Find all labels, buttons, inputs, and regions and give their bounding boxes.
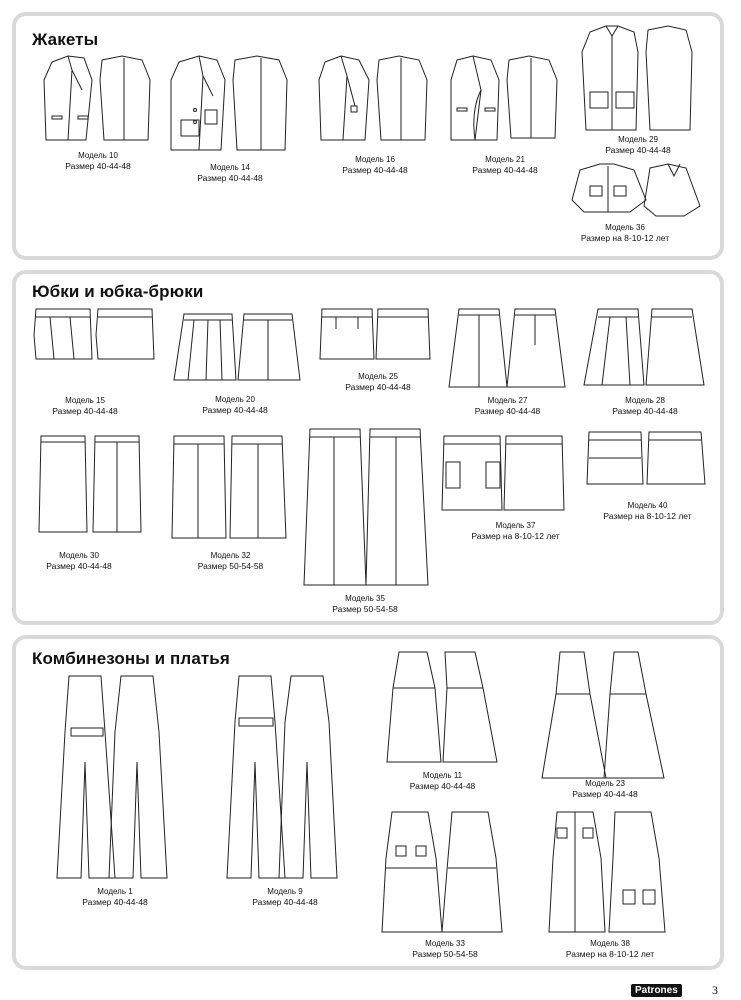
section-title: Комбинезоны и платья [32,649,230,668]
size-label: Размер на 8-10-12 лет [471,531,560,541]
section-title: Жакеты [32,30,99,49]
size-label: Размер 40-44-48 [612,406,678,416]
kids-shirt-dress-icon [545,808,675,936]
jacket-icon [165,50,295,155]
size-label: Размер 40-44-48 [474,406,541,416]
model-label: Модель 23 [585,779,625,788]
shirt-dress-icon [380,808,510,936]
model-label: Модель 14 [210,163,250,172]
size-label: Размер на 8-10-12 лет [603,511,692,521]
jacket-icon [38,50,158,145]
model-card[interactable] [545,808,675,963]
model-card[interactable] [385,648,500,798]
kids-jacket-icon [550,160,720,220]
jacket-icon [315,50,435,145]
model-label: Модель 38 [590,939,630,948]
model-card[interactable] [318,305,438,395]
model-label: Модель 35 [345,594,385,603]
page-number: 3 [712,983,718,997]
model-label: Модель 25 [358,372,398,381]
jumpsuit-icon [55,672,175,882]
tunic-dress-icon [385,648,500,766]
pencil-skirt-icon [35,432,150,537]
model-card[interactable] [438,432,568,542]
aline-skirt-icon [445,305,570,390]
coat-icon [578,22,698,132]
model-card[interactable] [380,808,510,963]
size-label: Размер 40-44-48 [342,165,408,175]
model-card[interactable] [38,50,158,175]
size-label: Размер 40-44-48 [605,145,671,155]
long-skirt-trousers-icon [300,425,435,590]
size-label: Размер 50-54-58 [332,604,398,614]
model-card[interactable] [55,672,175,912]
model-card[interactable] [35,432,150,572]
jacket-icon [445,50,565,145]
model-label: Модель 21 [485,155,525,164]
size-label: Размер на 8-10-12 лет [565,949,655,959]
model-label: Модель 29 [618,135,658,144]
model-card[interactable] [225,672,345,912]
jumpsuit-icon [225,672,345,882]
size-label: Размер 50-54-58 [412,949,478,959]
size-label: Размер 40-44-48 [572,789,638,799]
size-label: Размер 40-44-48 [52,406,118,416]
brand-logo: Patrones [631,984,682,997]
shorts-skirt-icon [585,428,710,488]
model-card[interactable] [168,432,293,572]
model-card[interactable] [550,160,720,248]
model-label: Модель 16 [355,155,395,164]
short-skirt-icon [318,305,438,365]
gathered-skirt-icon [580,305,710,390]
model-card[interactable] [300,425,435,615]
culottes-icon [168,432,293,542]
size-label: Размер на 8-10-12 лет [580,233,670,243]
model-label: Модель 36 [605,223,645,232]
model-card[interactable] [578,22,698,157]
short-skirt-icon [30,305,160,365]
model-card[interactable] [165,50,295,185]
size-label: Размер 40-44-48 [409,781,476,791]
size-label: Размер 40-44-48 [202,405,268,415]
model-card[interactable] [580,305,710,420]
model-label: Модель 9 [267,887,303,896]
model-label: Модель 15 [65,396,105,405]
model-label: Модель 33 [425,939,465,948]
model-card[interactable] [445,50,565,175]
model-card[interactable] [445,305,570,420]
model-label: Модель 20 [215,395,255,404]
model-label: Модель 32 [210,551,251,560]
size-label: Размер 50-54-58 [197,561,264,571]
model-label: Модель 30 [59,551,99,560]
model-card[interactable] [585,428,710,528]
model-label: Модель 11 [422,771,463,780]
flared-dress-icon [540,648,670,783]
size-label: Размер 40-44-48 [65,161,131,171]
size-label: Размер 40-44-48 [82,897,148,907]
model-label: Модель 10 [78,151,118,160]
model-label: Модель 27 [487,396,528,405]
size-label: Размер 40-44-48 [46,561,112,571]
size-label: Размер 40-44-48 [472,165,538,175]
section-title: Юбки и юбка-брюки [32,282,204,301]
model-card[interactable] [540,648,670,808]
cargo-skirt-icon [438,432,568,512]
size-label: Размер 40-44-48 [252,897,318,907]
model-label: Модель 37 [495,521,536,530]
size-label: Размер 40-44-48 [197,173,263,183]
model-label: Модель 1 [97,887,133,896]
model-label: Модель 28 [625,396,665,405]
model-label: Модель 40 [627,501,668,510]
model-card[interactable] [315,50,435,175]
model-card[interactable] [30,305,160,420]
model-card[interactable] [170,310,305,420]
size-label: Размер 40-44-48 [345,382,411,392]
pleated-skirt-icon [170,310,305,385]
